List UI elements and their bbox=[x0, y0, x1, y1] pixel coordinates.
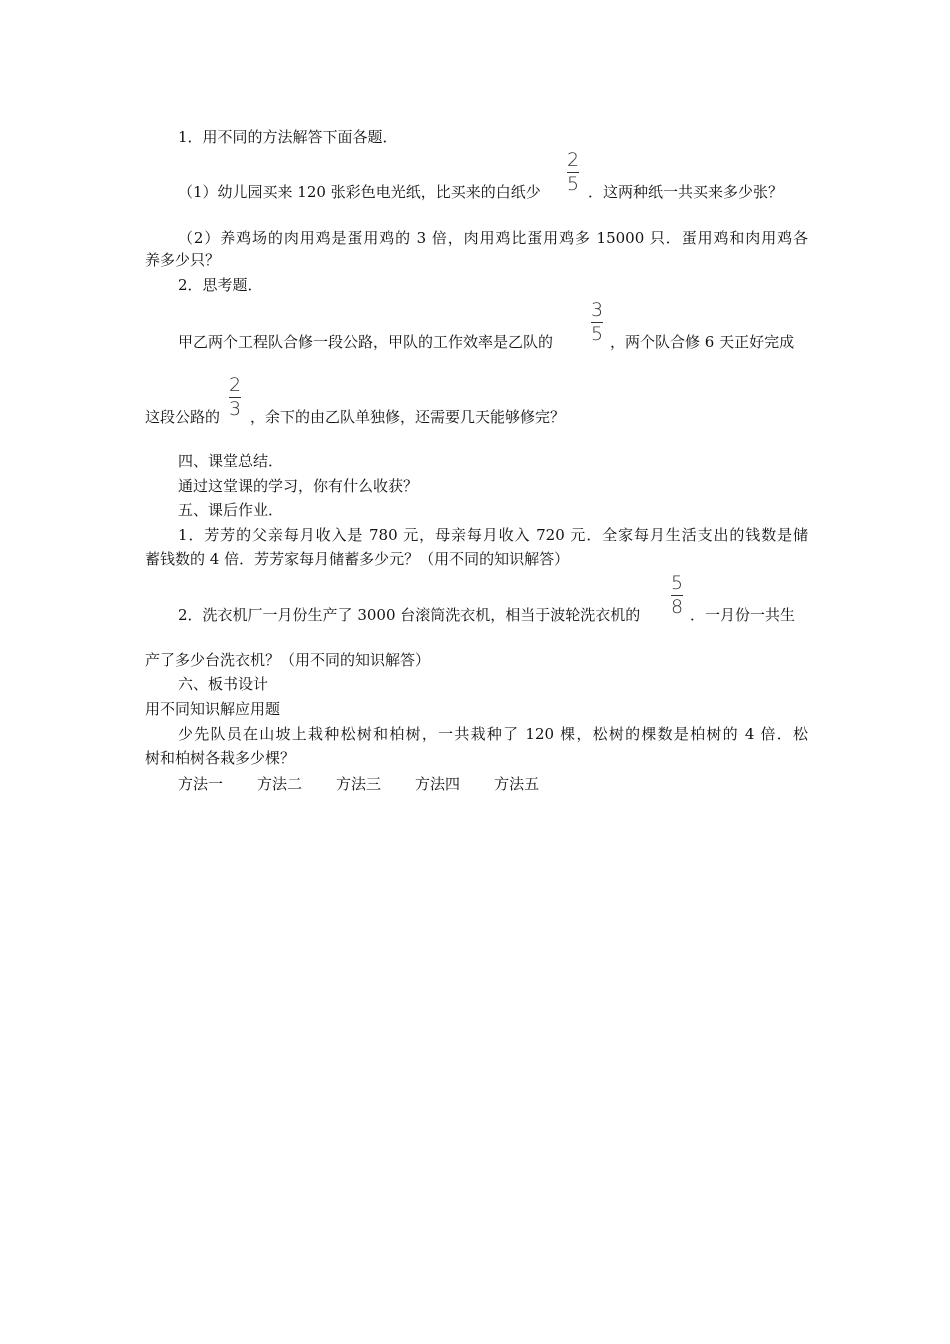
section-4-heading: 四、课堂总结． bbox=[178, 452, 284, 470]
section-5-heading: 五、课后作业． bbox=[178, 501, 284, 519]
fraction-denominator: 5 bbox=[567, 173, 580, 195]
exercise-1-heading: 1．用不同的方法解答下面各题． bbox=[178, 128, 398, 146]
fraction-numerator: 5 bbox=[671, 572, 684, 594]
exercise-2-heading: 2．思考题． bbox=[178, 276, 263, 294]
summary-question: 通过这堂课的学习，你有什么收获？ bbox=[178, 477, 419, 495]
method-label: 方法一 bbox=[178, 775, 224, 793]
problem-1-2-line-1: （2）养鸡场的肉用鸡是蛋用鸡的 3 倍，肉用鸡比蛋用鸡多 15000 只．蛋用鸡和肉用鸡各 bbox=[178, 229, 808, 247]
fraction-numerator: 2 bbox=[567, 149, 580, 171]
homework-2-part-a: 2．洗衣机厂一月份生产了 3000 台滚筒洗衣机，相当于波轮洗衣机的 bbox=[178, 606, 641, 624]
problem-1-1-part-b: ．这两种纸一共买来多少张？ bbox=[588, 183, 784, 201]
thinking-problem-part-a: 甲乙两个工程队合修一段公路，甲队的工作效率是乙队的 bbox=[178, 333, 554, 351]
fraction-numerator: 2 bbox=[229, 374, 242, 396]
homework-2-line-2: 产了多少台洗衣机？（用不同的知识解答） bbox=[145, 651, 431, 669]
homework-1-line-2: 蓄钱数的 4 倍．芳芳家每月储蓄多少元？（用不同的知识解答） bbox=[145, 550, 570, 568]
board-problem-line-2: 树和柏树各栽多少棵？ bbox=[145, 749, 296, 767]
fraction-two-thirds bbox=[229, 375, 241, 420]
fraction-numerator: 3 bbox=[591, 299, 604, 321]
fraction-two-fifths bbox=[567, 150, 579, 195]
fraction-denominator: 3 bbox=[229, 398, 242, 420]
thinking-problem-part-c: 这段公路的 bbox=[145, 408, 221, 426]
thinking-problem-part-b: ，两个队合修 6 天正好完成 bbox=[610, 333, 795, 351]
method-label: 方法二 bbox=[257, 775, 303, 793]
fraction-denominator: 5 bbox=[591, 323, 604, 345]
method-label: 方法四 bbox=[415, 775, 461, 793]
method-label: 方法三 bbox=[336, 775, 382, 793]
board-problem-line-1: 少先队员在山坡上栽种松树和柏树，一共栽种了 120 棵，松树的棵数是柏树的 4 倍．松 bbox=[178, 725, 808, 743]
homework-2-part-b: ．一月份一共生 bbox=[690, 606, 796, 624]
fraction-denominator: 8 bbox=[671, 596, 684, 618]
thinking-problem-part-d: ，余下的由乙队单独修，还需要几天能够修完？ bbox=[250, 408, 566, 426]
fraction-three-fifths bbox=[591, 300, 603, 345]
fraction-five-eighths bbox=[671, 573, 683, 618]
problem-1-2-line-2: 养多少只？ bbox=[145, 251, 221, 269]
problem-1-1-part-a: （1）幼儿园买来 120 张彩色电光纸，比买来的白纸少 bbox=[178, 183, 541, 201]
homework-1-line-1: 1．芳芳的父亲每月收入是 780 元，母亲每月收入 720 元．全家每月生活支出的钱数是储 bbox=[178, 526, 808, 544]
board-design-title: 用不同知识解应用题 bbox=[145, 700, 281, 718]
method-label: 方法五 bbox=[494, 775, 540, 793]
methods-row bbox=[178, 775, 841, 793]
section-6-heading: 六、板书设计 bbox=[178, 675, 269, 693]
